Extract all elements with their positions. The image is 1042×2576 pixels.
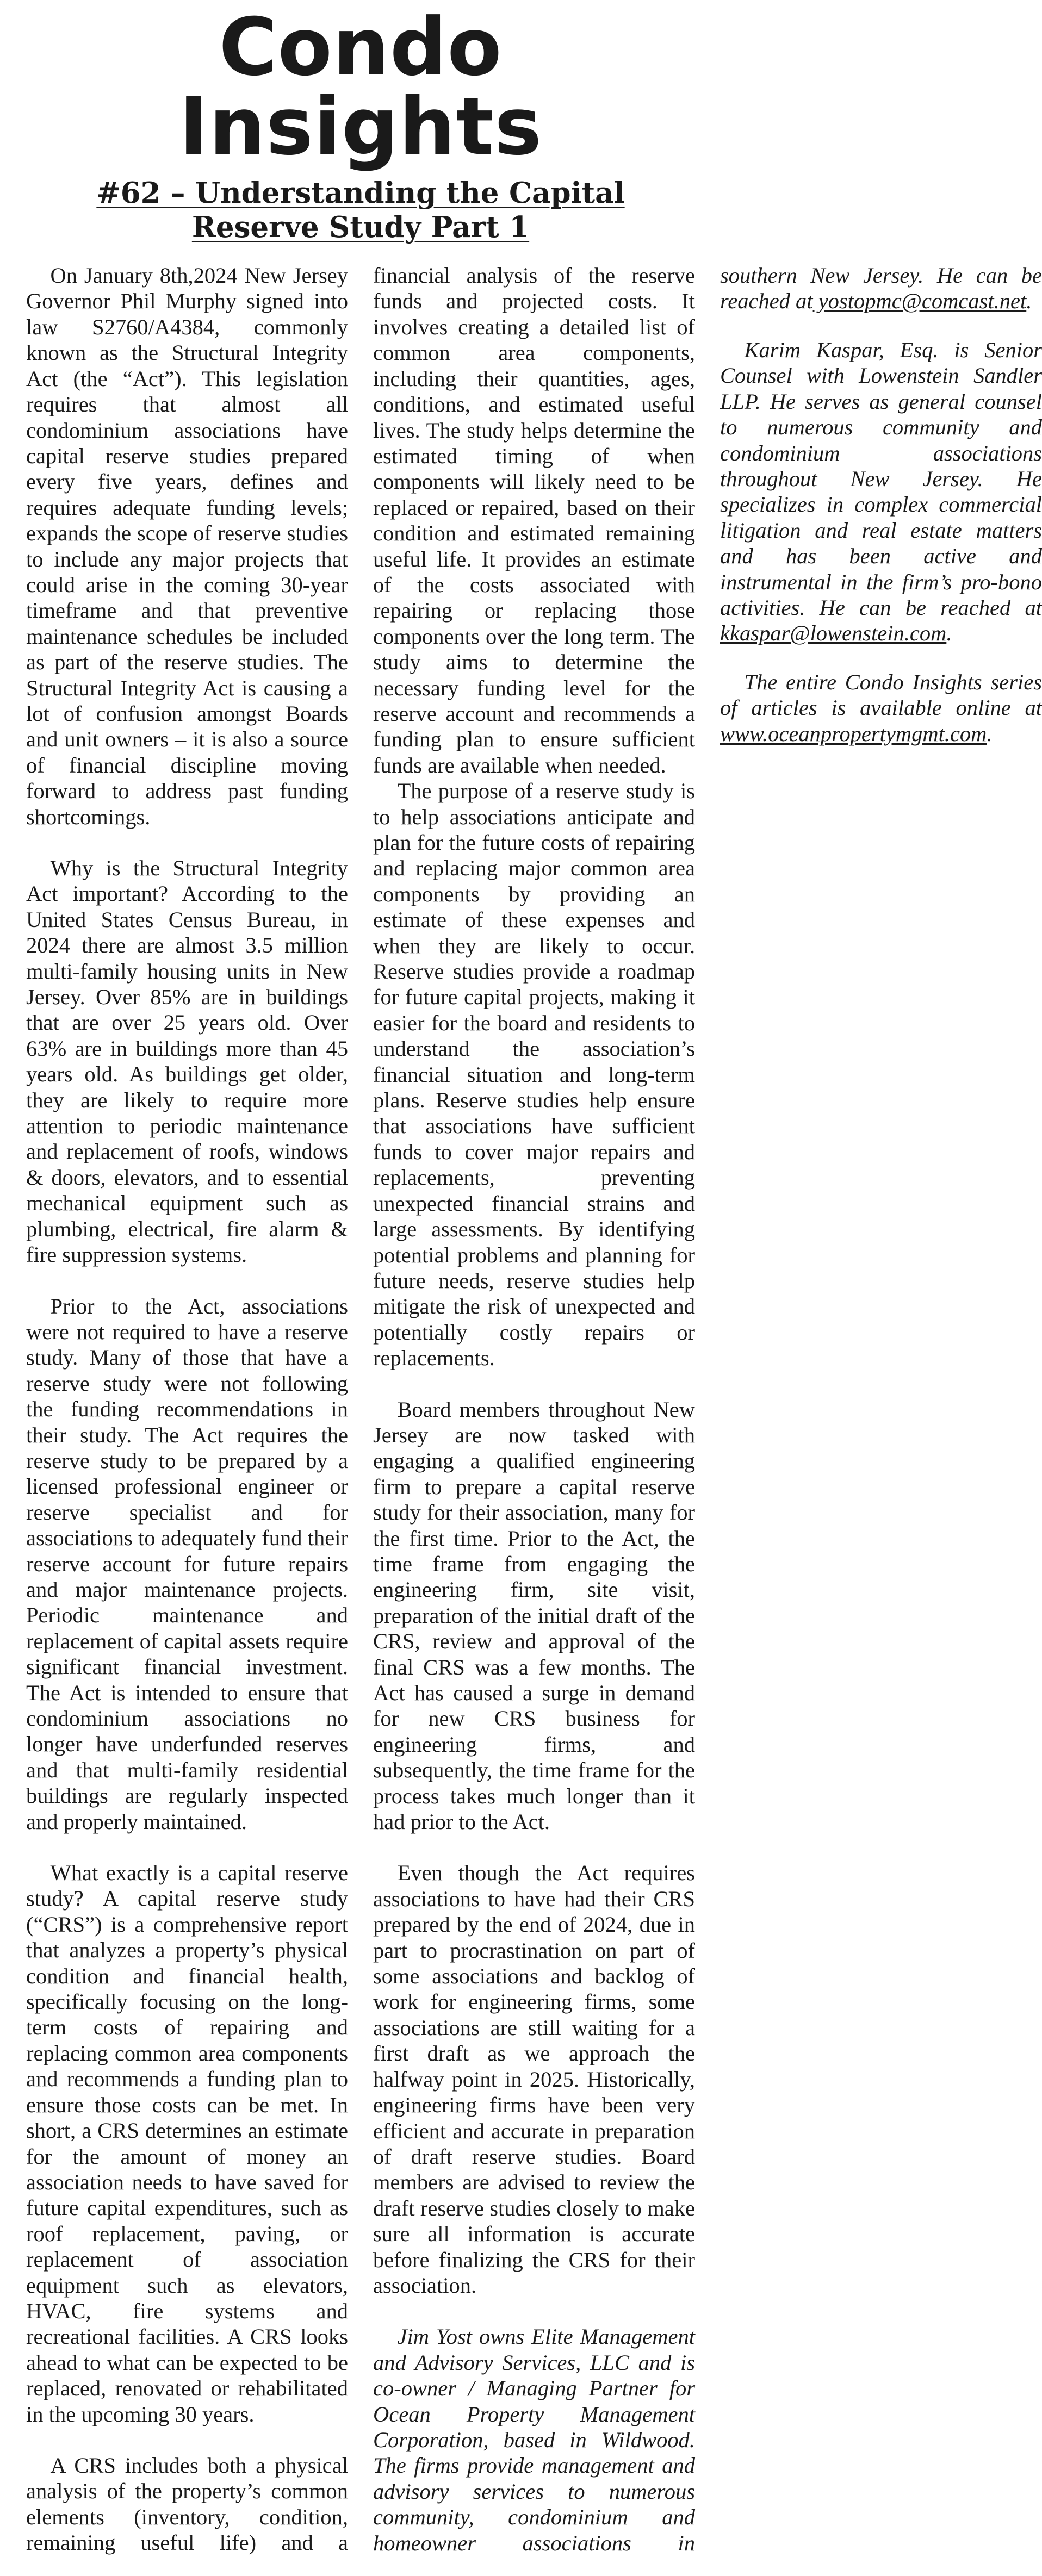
body-paragraph: Board members throughout New Jersey are now tasked with engaging a qualified engineering firm to prepare a capital reserve study for their association, many for the first time. Prior to the Act, the time frame from engaging the engineering firm, site visit, preparation of the initial draft of the CRS, review and approval of the final CRS was a few months. The Act has caused a surge in demand for new CRS business for engineering firms, and subsequently, the time frame for the process takes much longer than it had prior to the Act. [373, 1397, 695, 1834]
body-paragraph: On January 8th,2024 New Jersey Governor Phil Murphy signed into law S2760/A4384, commonly known as the Structural Integrity Act (the “Act”). This legislation requires that almost all condominium associations have capital reserve studies prepared every five years, defines and requires adequate funding levels; expands the scope of reserve studies to include any major projects that could arise in the coming 30-year timeframe and that preventive maintenance schedules be included as part of the reserve studies. The Structural Integrity Act is causing a lot of confusion amongst Boards and unit owners – it is also a source of financial discipline moving forward to address past funding shortcomings. [26, 263, 348, 829]
article-headline: #62 – Understanding the Capital Reserve Study Part 1 [96, 176, 625, 244]
email-link-kaspar[interactable]: kkaspar@lowenstein.com [720, 621, 947, 646]
body-paragraph: Why is the Structural Integrity Act important? According to the United States Census Bureau, in 2024 there are almost 3.5 million multi-family housing units in New Jersey. Over 85% are in buildings that are over 25 years old. Over 63% are in buildings more than 45 years old. As buildings get older, they are likely to require more attention to periodic maintenance and replacement of roofs, windows & doors, elevators, and to essential mechanical equipment such as plumbing, electrical, fire alarm & fire suppression systems. [26, 856, 348, 1267]
article-body [26, 263, 1042, 2576]
body-paragraph: Even though the Act requires associations to have had their CRS prepared by the end of 2024, due in part to procrastination on part of some associations and backlog of work for engineering firms, some associations are still waiting for a first draft as we approach the halfway point in 2025. Historically, engineering firms have been very efficient and accurate in preparation of draft reserve studies. Board members are advised to review the draft reserve studies closely to make sure all information is accurate before finalizing the CRS for their association. [373, 1861, 695, 2298]
body-paragraph: A CRS includes both a physical analysis of the property’s common elements (inventory, condition, remaining useful life) and a financial analysis of the reserve funds and projected costs. It involves creating a detailed list of common area components, including their quantities, ages, conditions, and estimated useful lives. The study helps determine the estimated timing of when components will likely need to be replaced or repaired, based on their condition and estimated remaining useful life. It provides an estimate of the costs associated with repairing or replacing those components over the long term. The study aims to determine the necessary funding level for the reserve account and recommends a funding plan to ensure sufficient funds are available when needed. [26, 263, 695, 2555]
masthead-title: Condo Insights [178, 1, 543, 173]
body-paragraph: Prior to the Act, associations were not required to have a reserve study. Many of those that have a reserve study were not following the funding recommendations in their study. The Act requires the reserve study to be prepared by a licensed professional engineer or reserve specialist and for associations to adequately fund their reserve account for future repairs and major maintenance projects. Periodic maintenance and replacement of capital assets require significant financial investment. The Act is intended to ensure that condominium associations no longer have underfunded reserves and that multi-family residential buildings are regularly inspected and properly maintained. [26, 1293, 348, 1834]
series-note-text: The entire Condo Insights series of articles is available online at [720, 669, 1042, 720]
website-link[interactable]: www.oceanpropertymgmt.com [720, 721, 987, 746]
author-bio-yost: Jim Yost owns Elite Management and Advisory Services, LLC and is co-owner / Managing Partner for Ocean Property Management Corporation, based in Wildwood. The firms provide management and advisory services to numerous community, condominium and homeowner associations in southern New Jersey. He can be reached at yostopmc@comcast.net. [373, 263, 1042, 2555]
author-bio-kaspar: Karim Kaspar, Esq. is Senior Counsel with Lowenstein Sandler LLP. He serves as general counsel to numerous community and condominium associations throughout New Jersey. He specializes in complex commercial litigation and real estate matters and has been active and instrumental in the firm’s pro-bono activities. He can be reached at kkaspar@lowenstein.com. [720, 337, 1042, 646]
series-note: The entire Condo Insights series of articles is available online at www.oceanpropertymgmt.com. [720, 669, 1042, 746]
body-paragraph: What exactly is a capital reserve study? A capital reserve study (“CRS”) is a comprehensive report that analyzes a property’s physical condition and financial health, specifically focusing on the long-term costs of repairing and replacing common area components and recommends a funding plan to ensure those costs can be met. In short, a CRS determines an estimate for the amount of money an association needs to have saved for future capital expenditures, such as roof replacement, paving, or replacement of association equipment such as elevators, HVAC, fire systems and recreational facilities. A CRS looks ahead to what can be expected to be replaced, renovated or rehabilitated in the upcoming 30 years. [26, 1861, 348, 2426]
author-bio-text: Karim Kaspar, Esq. is Senior Counsel with Lowenstein Sandler LLP. He serves as general counsel to numerous community and condominium associations throughout New Jersey. He specializes in complex commercial litigation and real estate matters and has been active and instrumental in the firm’s pro-bono activities. He can be reached at [720, 337, 1042, 620]
author-bio-text: Jim Yost owns Elite Management and Advisory Services, LLC and is co-owner / Managing Partner for Ocean Property Management Corporation, based in Wildwood. The firms provide management and advisory services to numerous community, condominium and homeowner associations in southern New Jersey. He can be reached at [373, 263, 1042, 2555]
email-link-yost[interactable]: yostopmc@comcast.net [812, 289, 1027, 314]
body-paragraph: The purpose of a reserve study is to help associations anticipate and plan for the future costs of repairing and replacing major common area components by providing an estimate of these expenses and when they are likely to occur. Reserve studies provide a roadmap for future capital projects, making it easier for the board and residents to understand the association’s financial situation and long-term plans. Reserve studies help ensure that associations have sufficient funds to cover major repairs and replacements, preventing unexpected financial strains and large assessments. By identifying potential problems and planning for future needs, reserve studies help mitigate the risk of unexpected and potentially costly repairs or replacements. [373, 779, 695, 1371]
